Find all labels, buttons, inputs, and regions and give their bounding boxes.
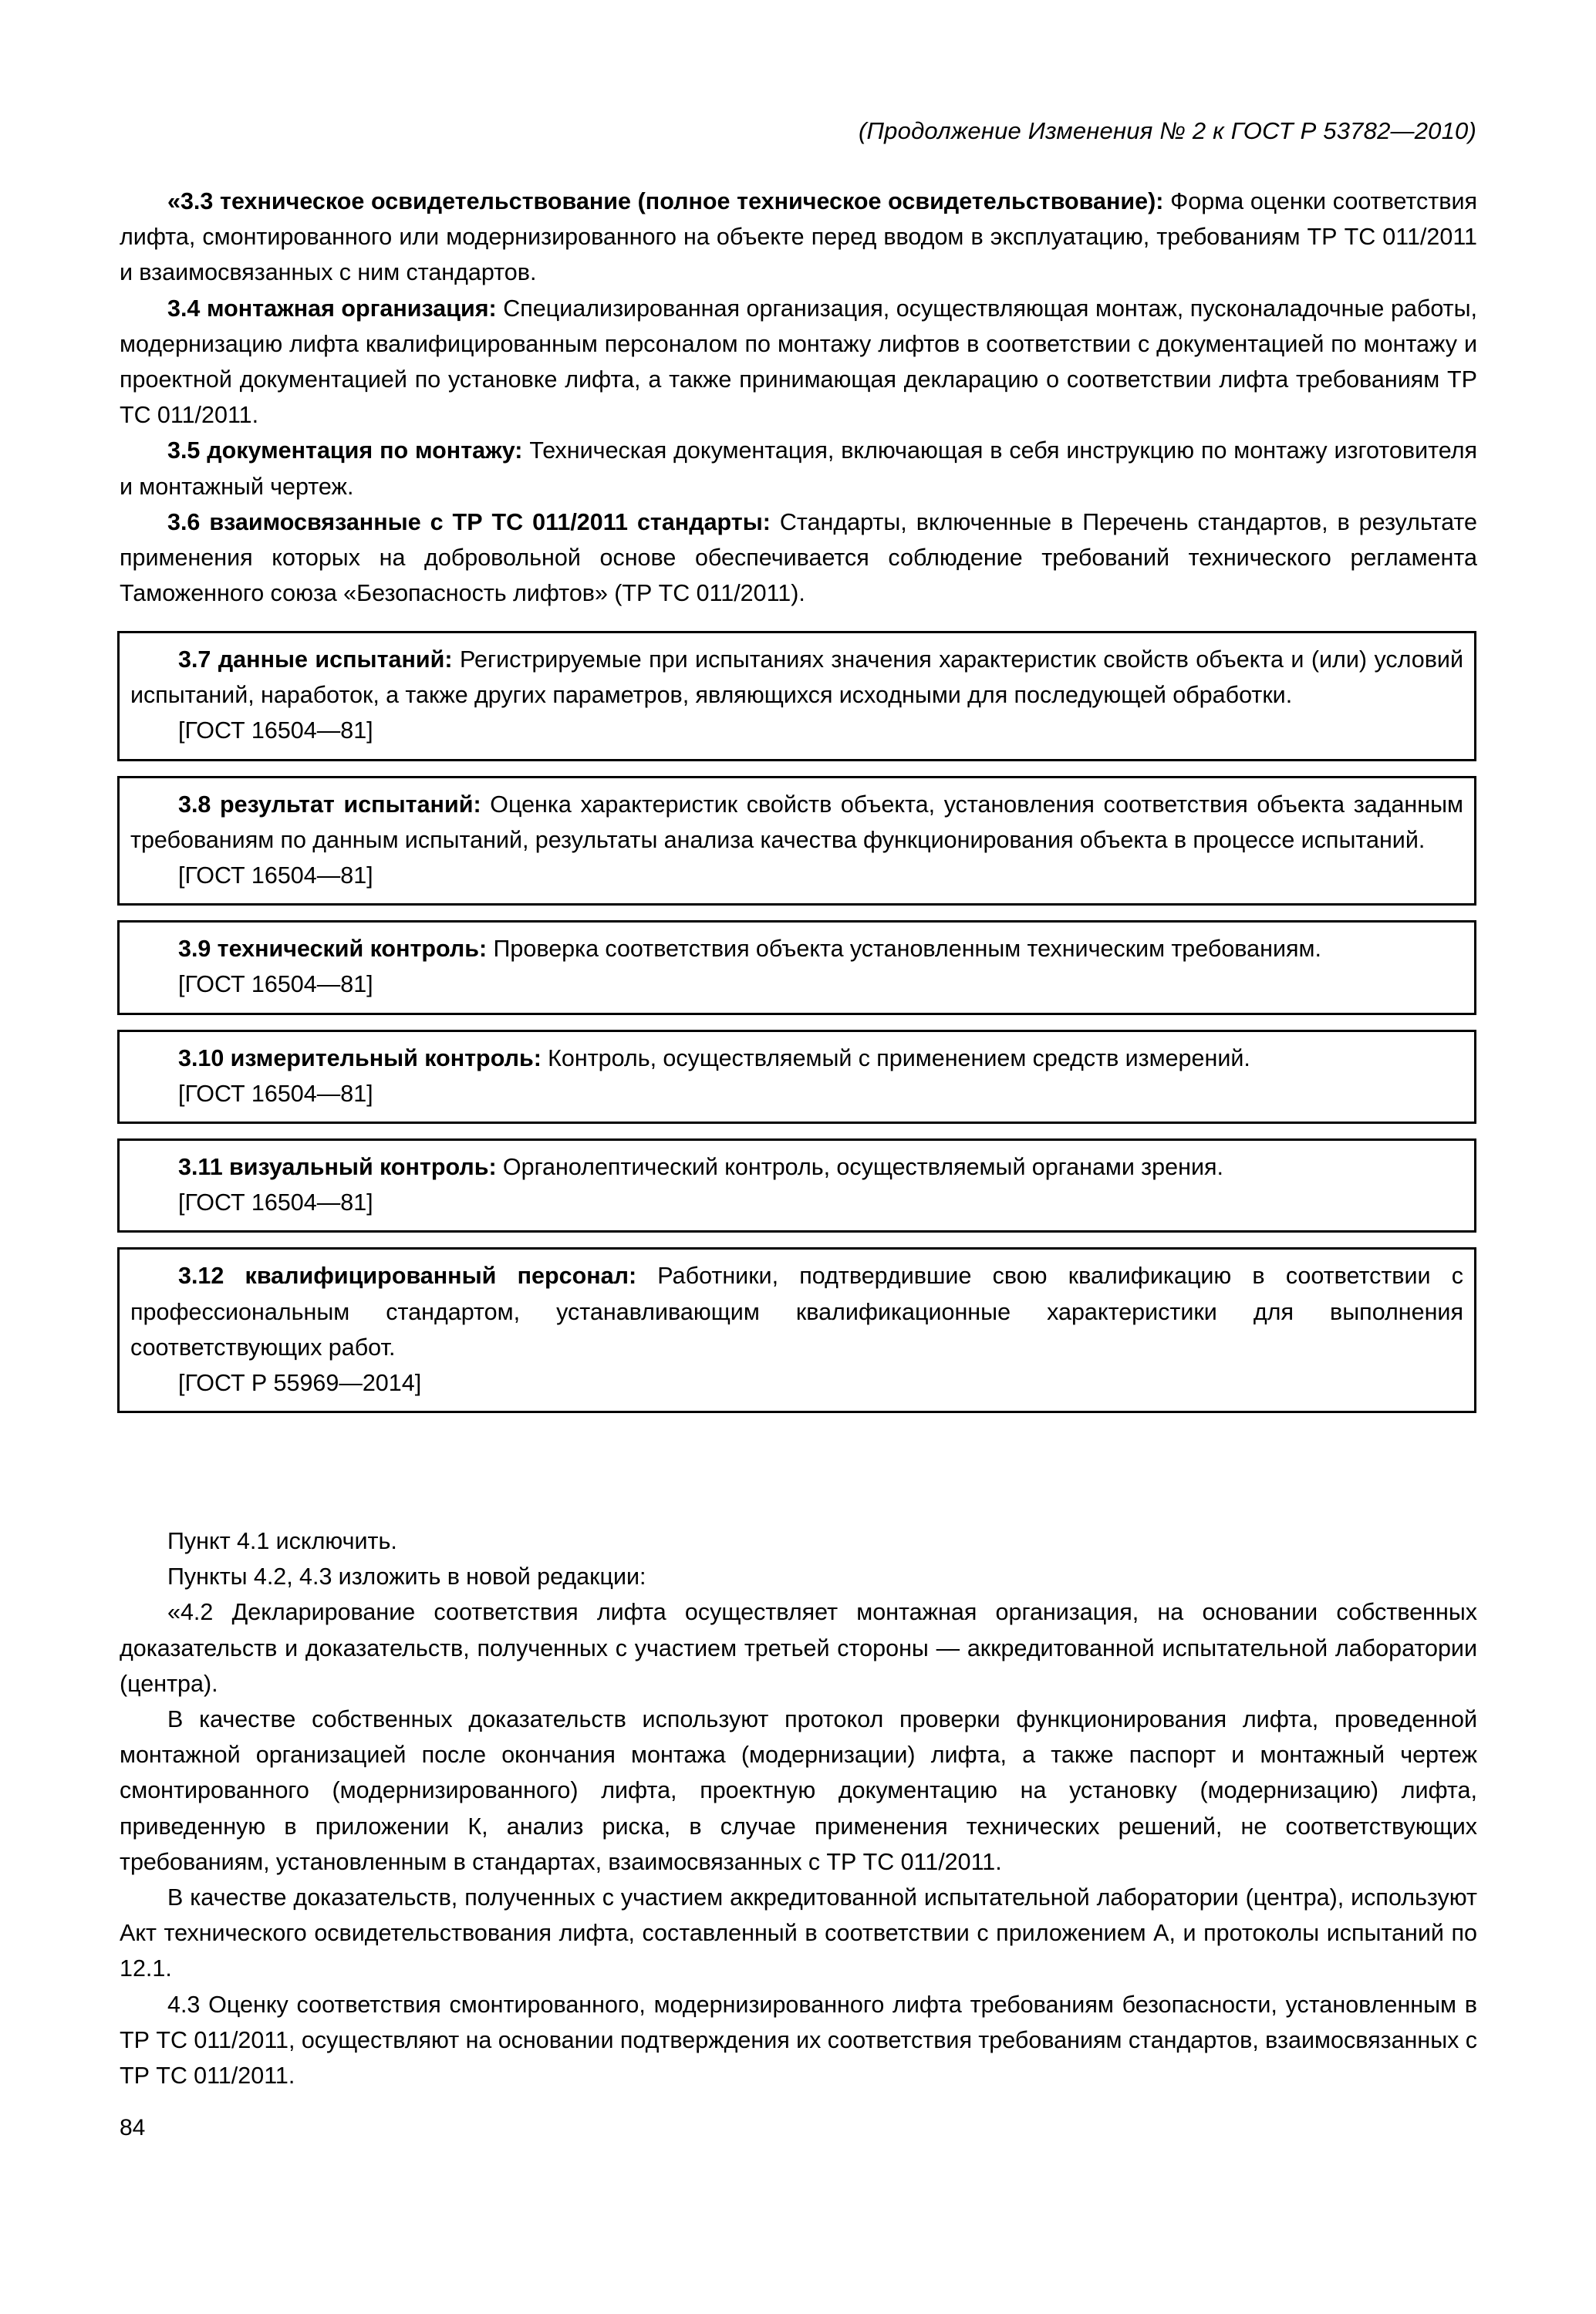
definition-3-3: Форма оценки соответствия лифта, смонтированного или модернизированного на объекте перед вводом в эксплуатацию, требованиям ТР ТС 011/2011 и взаимосвязанных с ним стандартов. bbox=[120, 188, 1477, 286]
definition-box-3-8-text bbox=[130, 787, 1463, 858]
definition-box-3-7 bbox=[117, 631, 1476, 761]
definition-box-3-10-text bbox=[130, 1041, 1463, 1076]
term-3-6: 3.6 взаимосвязанные с ТР ТС 011/2011 стандарты: bbox=[167, 508, 771, 535]
instruction-delete-4-1: Пункт 4.1 исключить. bbox=[167, 1528, 397, 1554]
paragraph-3-3 bbox=[120, 184, 1477, 291]
term-3-7: 3.7 данные испытаний: bbox=[178, 646, 453, 673]
definition-box-3-11-text bbox=[130, 1149, 1463, 1185]
paragraph-4-3: 4.3 Оценку соответствия смонтированного, модернизированного лифта требованиям безопасности, установленным в ТР ТС 011/2011, осуществляют на основании подтверждения их соответствия требованиям стандартов, взаимосвязанных с ТР ТС 011/2011. bbox=[120, 1991, 1477, 2090]
source-ref-3-10: [ГОСТ 16504—81] bbox=[178, 1080, 373, 1107]
page-number: 84 bbox=[120, 2115, 146, 2140]
running-header: (Продолжение Изменения № 2 к ГОСТ Р 53782—2010) bbox=[859, 117, 1476, 144]
term-3-9: 3.9 технический контроль: bbox=[178, 936, 488, 963]
definition-box-3-9 bbox=[117, 920, 1476, 1014]
term-3-4: 3.4 монтажная организация: bbox=[167, 295, 497, 322]
term-3-12: 3.12 квалифицированный персонал: bbox=[178, 1263, 637, 1290]
definition-3-9: Проверка соответствия объекта установленным техническим требованиям. bbox=[487, 936, 1321, 963]
definition-3-10: Контроль, осуществляемый с применением средств измерений. bbox=[541, 1044, 1250, 1071]
definition-3-12: Работники, подтвердившие свою квалификацию в соответствии с профессиональным стандартом, устанавливающим квалификационные характеристики для выполнения соответствующих работ. bbox=[130, 1263, 1464, 1361]
definition-3-6: Стандарты, включенные в Перечень стандартов, в результате применения которых на добровольной основе обеспечивается соблюдение требований технического регламента Таможенного союза «Безопасность лифтов» (ТР ТС 011/2011). bbox=[120, 508, 1477, 607]
source-ref-3-9: [ГОСТ 16504—81] bbox=[178, 971, 373, 998]
definition-3-7: Регистрируемые при испытаниях значения характеристик свойств объекта и (или) условий испытаний, наработок, а также других параметров, являющихся исходными для последующей обработки. bbox=[130, 646, 1463, 709]
instruction-revise-4-2-4-3: Пункты 4.2, 4.3 изложить в новой редакции: bbox=[167, 1563, 646, 1590]
paragraph-4-2-own-evidence: В качестве собственных доказательств используют протокол проверки функционирования лифта, проведенной монтажной организацией после окончания монтажа (модернизации) лифта, а также паспорт и монтажный чертеж смонтированного (модернизированного) лифта, проектную документацию на установку (модернизацию) лифта, приведенную в приложении К, анализ риска, в случае применения технических решений, не соответствующих требованиям, установленным в стандартах, взаимосвязанных с ТР ТС 011/2011. bbox=[120, 1706, 1477, 1875]
body-text-bottom bbox=[120, 1523, 1477, 2093]
definition-3-11: Органолептический контроль, осуществляемый органами зрения. bbox=[496, 1154, 1223, 1181]
source-ref-3-8: [ГОСТ 16504—81] bbox=[178, 862, 373, 889]
term-3-5: 3.5 документация по монтажу: bbox=[167, 437, 523, 464]
definition-3-5: Техническая документация, включающая в себя инструкцию по монтажу изготовителя и монтажный чертеж. bbox=[120, 437, 1478, 500]
paragraph-4-2-third-party-evidence: В качестве доказательств, полученных с участием аккредитованной испытательной лаборатории (центра), используют Акт технического освидетельствования лифта, составленный в соответствии с приложением А, и протоколы испытаний по 12.1. bbox=[120, 1884, 1477, 1982]
definition-box-3-10 bbox=[117, 1030, 1476, 1124]
definition-3-8: Оценка характеристик свойств объекта, установления соответствия объекта заданным требованиям по данным испытаний, результаты анализа качества функционирования объекта в процессе испытаний. bbox=[130, 791, 1463, 853]
paragraph-3-6 bbox=[120, 504, 1477, 612]
paragraph-3-4 bbox=[120, 291, 1477, 433]
definition-box-group bbox=[117, 631, 1476, 1428]
term-3-10: 3.10 измерительный контроль: bbox=[178, 1044, 542, 1071]
definition-box-3-12-text bbox=[130, 1258, 1463, 1365]
definition-box-3-9-text bbox=[130, 931, 1463, 966]
definition-box-3-7-text bbox=[130, 642, 1463, 713]
source-ref-3-11: [ГОСТ 16504—81] bbox=[178, 1189, 373, 1216]
definition-box-3-8 bbox=[117, 776, 1476, 906]
definition-box-3-12 bbox=[117, 1247, 1476, 1413]
body-text-top bbox=[120, 184, 1477, 611]
source-ref-3-7: [ГОСТ 16504—81] bbox=[178, 717, 373, 744]
source-ref-3-12: [ГОСТ Р 55969—2014] bbox=[178, 1370, 422, 1397]
term-3-3: «3.3 техническое освидетельствование (полное техническое освидетельствование): bbox=[167, 188, 1164, 214]
paragraph-3-5 bbox=[120, 433, 1477, 504]
definition-box-3-11 bbox=[117, 1138, 1476, 1233]
term-3-11: 3.11 визуальный контроль: bbox=[178, 1154, 497, 1181]
term-3-8: 3.8 результат испытаний: bbox=[178, 791, 481, 818]
definition-3-4: Специализированная организация, осуществляющая монтаж, пусконаладочные работы, модернизацию лифта квалифицированным персоналом по монтажу лифтов в соответствии с документацией по монтажу и проектной документацией по установке лифта, а также принимающая декларацию о соответствии лифта требованиям ТР ТС 011/2011. bbox=[120, 295, 1477, 429]
paragraph-4-2: «4.2 Декларирование соответствия лифта осуществляет монтажная организация, на основании собственных доказательств и доказательств, полученных с участием третьей стороны — аккредитованной испытательной лаборатории (центра). bbox=[120, 1599, 1477, 1697]
